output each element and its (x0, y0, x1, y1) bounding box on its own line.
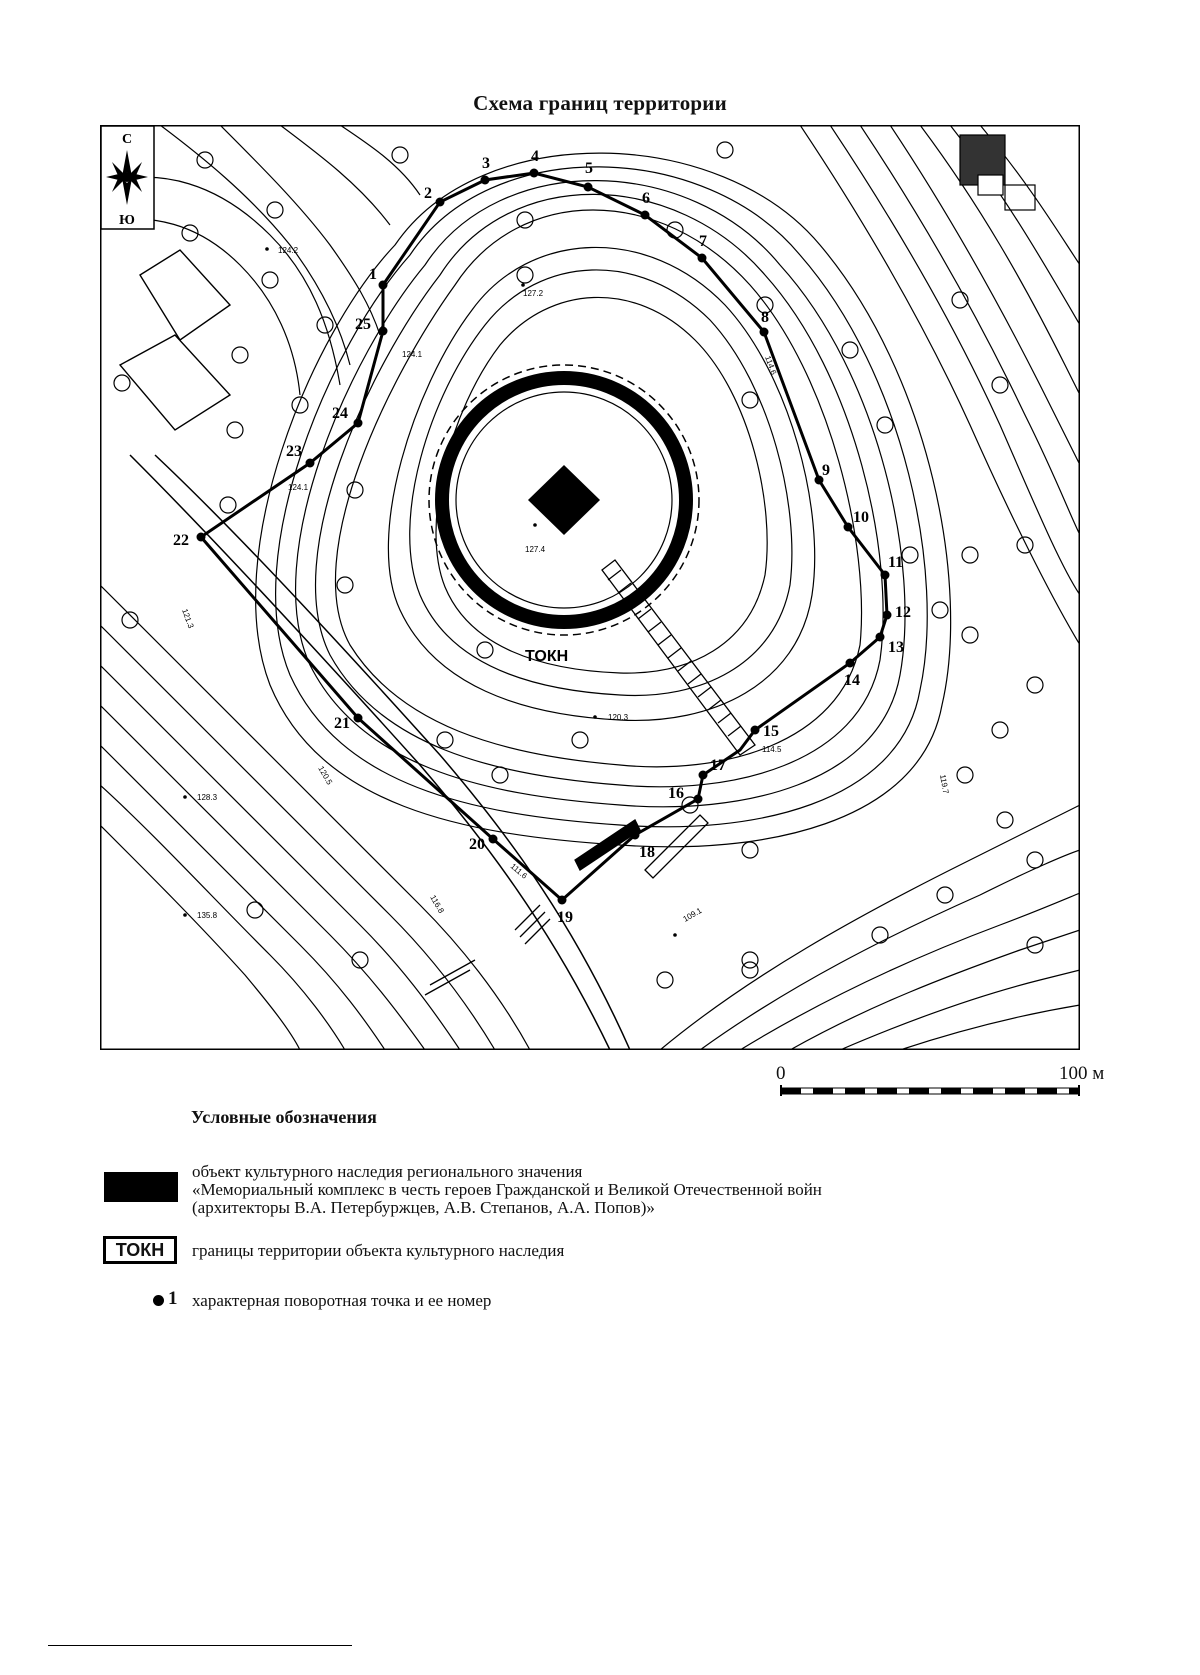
turning-point-dot (489, 835, 498, 844)
turning-point-label: 18 (639, 844, 655, 861)
turning-point-label: 17 (710, 757, 726, 774)
compass-north-label: С (121, 132, 133, 147)
buildings (120, 250, 230, 430)
turning-point-label: 5 (585, 160, 593, 177)
turning-point-dot (694, 795, 703, 804)
boundary-polyline (201, 173, 887, 900)
legend-point-text: характерная поворотная точка и ее номер (192, 1291, 492, 1310)
turning-point-label: 6 (642, 190, 650, 207)
svg-text:124.1: 124.1 (288, 483, 309, 492)
svg-text:127.2: 127.2 (523, 289, 544, 298)
legend-heritage-object-swatch (104, 1172, 178, 1202)
turning-point-dot (558, 896, 567, 905)
turning-point-dot (379, 327, 388, 336)
turning-point-dot (306, 459, 315, 468)
turning-point-dot (481, 176, 490, 185)
scale-bar (780, 1082, 1080, 1098)
turning-point-label: 23 (286, 443, 302, 460)
turning-point-dot (436, 198, 445, 207)
turning-point-label: 4 (531, 148, 539, 165)
turning-point-label: 21 (334, 715, 350, 732)
svg-text:116.8: 116.8 (428, 893, 446, 915)
turning-point-label: 10 (853, 509, 869, 526)
turning-point-label: 22 (173, 532, 189, 549)
scale-end-label: 100 м (1059, 1063, 1105, 1084)
svg-text:114.5: 114.5 (762, 745, 782, 754)
tokn-zone-label: ТОКН (525, 648, 569, 665)
turning-point-dot (530, 169, 539, 178)
turning-point-dot (379, 281, 388, 290)
svg-text:128.3: 128.3 (197, 793, 218, 802)
footnote-rule (48, 1645, 352, 1646)
svg-text:124.1: 124.1 (402, 350, 423, 359)
compass-south-label: Ю (119, 213, 135, 228)
svg-text:120.3: 120.3 (608, 713, 629, 722)
turning-point-label: 25 (355, 316, 371, 333)
territory-map (100, 125, 1080, 1050)
turning-point-label: 2 (424, 185, 432, 202)
svg-text:127.4: 127.4 (525, 545, 546, 554)
road (130, 455, 630, 1050)
legend-heritage-object-text: объект культурного наследия регионального значения «Мемориальный комплекс в честь героев Гражданской и Великой Отечественной войн (архитекторы В.А. Петербуржцев, А.В. Степанов, А.А. Попов)» (192, 1162, 822, 1217)
turning-point-dot (631, 831, 640, 840)
turning-point-dot (354, 419, 363, 428)
monument-block (528, 465, 600, 535)
map-title: Схема границ территории (473, 91, 727, 115)
turning-point-label: 13 (888, 639, 904, 656)
turning-point-label: 14 (844, 672, 860, 689)
svg-text:111.6: 111.6 (508, 861, 529, 881)
legend-title: Условные обозначения (191, 1107, 377, 1127)
turning-point-dot (354, 714, 363, 723)
turning-point-label: 19 (557, 909, 573, 926)
turning-point-dot (846, 659, 855, 668)
svg-text:120.5: 120.5 (316, 764, 335, 787)
turning-point-label: 16 (668, 785, 684, 802)
turning-point-dot (584, 183, 593, 192)
svg-text:135.8: 135.8 (197, 911, 218, 920)
svg-text:114.6: 114.6 (763, 354, 779, 376)
svg-text:124.2: 124.2 (278, 246, 299, 255)
turning-point-dot (760, 328, 769, 337)
turning-point-dot (641, 211, 650, 220)
turning-point-dot (197, 533, 206, 542)
turning-point-label: 1 (369, 266, 377, 283)
turning-point-label: 7 (699, 233, 707, 250)
turning-point-label: 20 (469, 836, 485, 853)
turning-point-dot (699, 771, 708, 780)
turning-point-label: 3 (482, 155, 490, 172)
memorial-complex (429, 365, 699, 635)
svg-text:119.7: 119.7 (938, 773, 951, 795)
legend-point-dot (153, 1295, 164, 1306)
svg-text:109.1: 109.1 (681, 905, 704, 924)
legend-point-number: 1 (168, 1288, 178, 1309)
turning-point-dot (883, 611, 892, 620)
turning-point-label: 9 (822, 462, 830, 479)
turning-point-label: 8 (761, 309, 769, 326)
turning-point-label: 11 (888, 554, 904, 571)
turning-point-dot (881, 571, 890, 580)
legend-tokn-text: границы территории объекта культурного наследия (192, 1241, 565, 1260)
turning-point-dot (876, 633, 885, 642)
turning-point-label: 15 (763, 723, 779, 740)
turning-point-label: 12 (895, 604, 911, 621)
turning-point-dot (751, 726, 760, 735)
turning-point-dot (698, 254, 707, 263)
legend-tokn-swatch: ТОКН (103, 1236, 177, 1264)
svg-text:121.3: 121.3 (180, 607, 196, 630)
scale-zero-label: 0 (776, 1063, 786, 1084)
turning-point-dot (844, 523, 853, 532)
compass-rose (101, 126, 154, 229)
turning-point-label: 24 (332, 405, 348, 422)
